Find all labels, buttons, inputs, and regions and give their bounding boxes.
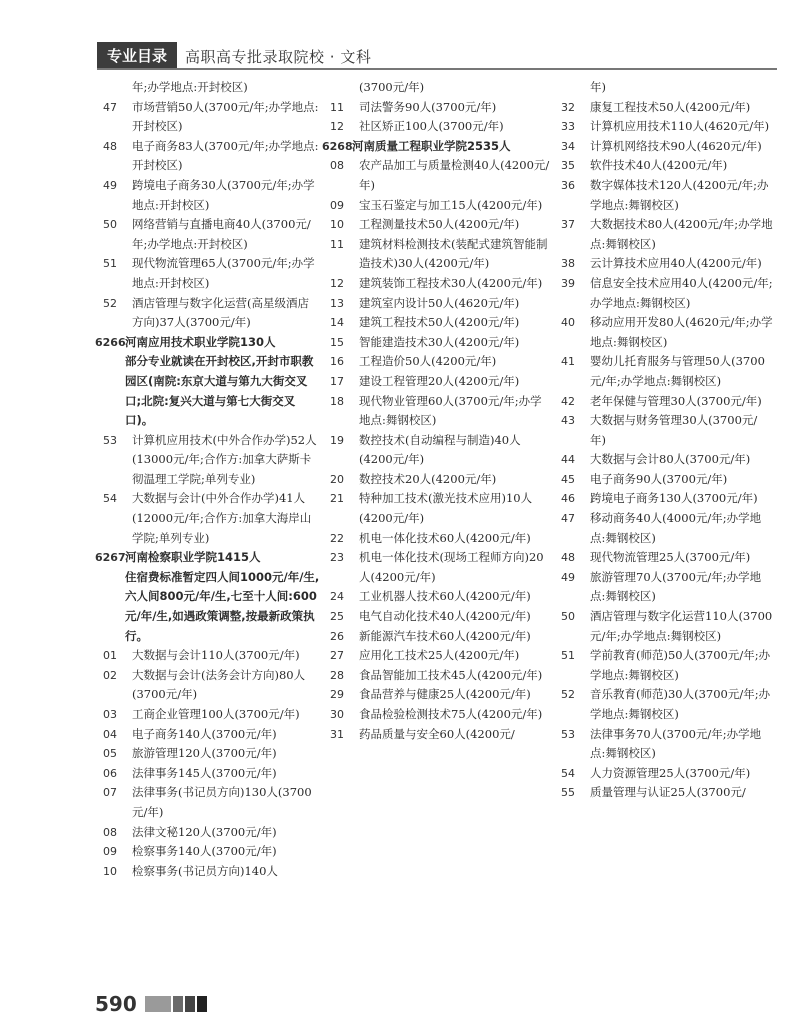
major-code: 13 — [330, 296, 344, 310]
entry-text: 云计算技术应用40人(4200元/年) — [590, 256, 762, 271]
entry-text: 人力资源管理25人(3700元/年) — [590, 765, 751, 780]
column-3 — [561, 78, 773, 803]
entry-text: 大数据与会计(中外合作办学)41人(12000元/年;合作方:加拿大海岸山学院;单列专业) — [132, 491, 312, 545]
major-entry — [561, 274, 773, 313]
entry-text: 软件技术40人(4200元/年) — [590, 158, 728, 173]
column-1 — [95, 78, 320, 881]
school-note — [103, 352, 320, 430]
major-entry — [561, 176, 773, 215]
continued-text — [561, 78, 773, 98]
major-entry — [330, 372, 552, 392]
major-entry — [103, 783, 320, 822]
major-code: 51 — [561, 649, 575, 663]
major-entry — [330, 392, 552, 431]
entry-text: 大数据与会计80人(3700元/年) — [590, 452, 751, 467]
major-code: 21 — [330, 492, 344, 506]
entry-text: 电子商务140人(3700元/年) — [132, 726, 277, 741]
major-code: 51 — [103, 257, 117, 271]
major-entry — [561, 156, 773, 176]
entry-text: 法律事务(书记员方向)130人(3700元/年) — [132, 785, 312, 819]
major-code: 29 — [330, 688, 344, 702]
major-code: 09 — [330, 198, 344, 212]
major-entry — [561, 509, 773, 548]
page-number: 590 — [95, 992, 137, 1016]
school-name: 河南检察职业学院1415人 — [125, 550, 261, 565]
school-entry — [95, 548, 320, 568]
major-code: 10 — [330, 218, 344, 232]
header-rule — [97, 68, 777, 70]
major-entry — [561, 725, 773, 764]
major-entry — [330, 705, 552, 725]
major-entry — [330, 685, 552, 705]
major-code: 20 — [330, 472, 344, 486]
continued-text — [103, 78, 320, 98]
entry-text: 司法警务90人(3700元/年) — [359, 99, 497, 114]
major-code: 23 — [330, 551, 344, 565]
major-entry — [103, 725, 320, 745]
entry-text: 信息安全技术应用40人(4200元/年;办学地点:舞钢校区) — [590, 275, 773, 310]
entry-text: 电子商务90人(3700元/年) — [590, 471, 728, 486]
major-code: 39 — [561, 276, 575, 290]
major-entry — [330, 352, 552, 372]
major-code: 12 — [330, 276, 344, 290]
entry-text: 大数据与财务管理30人(3700元/年) — [590, 413, 758, 447]
entry-text: 建筑工程技术50人(4200元/年) — [359, 315, 520, 330]
entry-text: 建筑室内设计50人(4620元/年) — [359, 295, 520, 310]
major-code: 14 — [330, 316, 344, 330]
entry-text: 住宿费标准暂定四人间1000元/年/生,六人间800元/年/生,七至十人间:600元/年/生,如遇政策调整,按最新政策执行。 — [125, 569, 320, 643]
entry-text: 检察事务(书记员方向)140人 — [132, 863, 278, 878]
entry-text: 工程测量技术50人(4200元/年) — [359, 217, 520, 232]
major-entry — [103, 431, 320, 490]
major-code: 55 — [561, 786, 575, 800]
entry-text: 机电一体化技术(现场工程师方向)20人(4200元/年) — [359, 550, 544, 584]
major-entry — [330, 548, 552, 587]
major-entry — [103, 862, 320, 882]
entry-text: 婴幼儿托育服务与管理50人(3700元/年;办学地点:舞钢校区) — [590, 354, 765, 388]
major-code: 09 — [103, 845, 117, 859]
major-entry — [103, 137, 320, 176]
major-code: 52 — [561, 688, 575, 702]
school-code: 6267 — [95, 551, 126, 565]
school-entry — [322, 137, 552, 157]
continued-text — [330, 78, 552, 98]
entry-text: 法律事务145人(3700元/年) — [132, 765, 277, 780]
major-entry — [330, 156, 552, 195]
major-code: 27 — [330, 649, 344, 663]
entry-text: 工程造价50人(4200元/年) — [359, 354, 497, 369]
major-code: 12 — [330, 120, 344, 134]
school-entry — [95, 333, 320, 353]
entry-text: 数控技术(自动编程与制造)40人(4200元/年) — [359, 432, 521, 467]
entry-text: 新能源汽车技术60人(4200元/年) — [359, 628, 531, 643]
major-entry — [330, 725, 552, 745]
major-code: 11 — [330, 100, 344, 114]
entry-text: 电气自动化技术40人(4200元/年) — [359, 609, 531, 624]
page-footer — [95, 992, 209, 1016]
footer-bar-decoration — [145, 996, 171, 1012]
major-entry — [330, 313, 552, 333]
major-code: 05 — [103, 747, 117, 761]
entry-text: 检察事务140人(3700元/年) — [132, 844, 277, 859]
entry-text: 部分专业就读在开封校区,开封市职教园区(南院:东京大道与第九大街交叉口;北院:复兴大道与第七大街交叉口)。 — [125, 354, 314, 428]
major-entry — [330, 98, 552, 118]
entry-text: 食品检验检测技术75人(4200元/年) — [359, 707, 543, 721]
entry-text: (3700元/年) — [359, 80, 425, 94]
entry-text: 移动应用开发80人(4620元/年;办学地点:舞钢校区) — [590, 315, 773, 349]
major-code: 31 — [330, 727, 344, 741]
entry-text: 机电一体化技术60人(4200元/年) — [359, 530, 531, 545]
major-code: 42 — [561, 394, 575, 408]
entry-text: 智能建造技术30人(4200元/年) — [359, 334, 520, 349]
major-code: 01 — [103, 649, 117, 663]
entry-text: 特种加工技术(激光技术应用)10人(4200元/年) — [359, 491, 533, 526]
entry-text: 药品质量与安全60人(4200元/ — [359, 726, 515, 741]
major-entry — [330, 215, 552, 235]
entry-text: 旅游管理70人(3700元/年;办学地点:舞钢校区) — [590, 569, 762, 604]
major-code: 18 — [330, 394, 344, 408]
major-code: 41 — [561, 355, 575, 369]
major-entry — [330, 489, 552, 528]
entry-text: 学前教育(师范)50人(3700元/年;办学地点:舞钢校区) — [590, 648, 771, 682]
major-entry — [561, 607, 773, 646]
major-code: 38 — [561, 257, 575, 271]
major-entry — [330, 627, 552, 647]
major-code: 40 — [561, 316, 575, 330]
major-entry — [561, 685, 773, 724]
entry-text: 食品营养与健康25人(4200元/年) — [359, 687, 531, 702]
entry-text: 网络营销与直播电商40人(3700元/年;办学地点:开封校区) — [132, 217, 311, 251]
major-entry — [561, 411, 773, 450]
major-entry — [330, 470, 552, 490]
major-entry — [561, 783, 773, 803]
entry-text: 社区矫正100人(3700元/年) — [359, 119, 504, 134]
major-entry — [330, 117, 552, 137]
entry-text: 年) — [590, 80, 606, 94]
entry-text: 应用化工技术25人(4200元/年) — [359, 648, 520, 663]
entry-text: 宝玉石鉴定与加工15人(4200元/年) — [359, 197, 543, 212]
entry-text: 大数据与会计(法务会计方向)80人(3700元/年) — [132, 667, 306, 702]
school-code: 6266 — [95, 335, 126, 349]
entry-text: 老年保健与管理30人(3700元/年) — [590, 393, 762, 408]
entry-text: 电子商务83人(3700元/年;办学地点:开封校区) — [132, 138, 319, 173]
entry-text: 跨境电子商务130人(3700元/年) — [590, 491, 758, 506]
major-entry — [561, 98, 773, 118]
major-entry — [561, 313, 773, 352]
major-entry — [103, 489, 320, 548]
entry-text: 建筑装饰工程技术30人(4200元/年) — [359, 275, 543, 290]
major-code: 15 — [330, 335, 344, 349]
major-code: 06 — [103, 766, 117, 780]
major-code: 16 — [330, 355, 344, 369]
major-entry — [330, 666, 552, 686]
major-entry — [561, 117, 773, 137]
major-code: 54 — [561, 766, 575, 780]
major-entry — [103, 666, 320, 705]
major-entry — [561, 548, 773, 568]
major-entry — [103, 215, 320, 254]
entry-text: 食品智能加工技术45人(4200元/年) — [359, 667, 543, 682]
entry-text: 大数据与会计110人(3700元/年) — [132, 648, 300, 663]
major-entry — [330, 431, 552, 470]
major-code: 11 — [330, 237, 344, 251]
major-entry — [103, 294, 320, 333]
major-entry — [103, 254, 320, 293]
major-code: 47 — [561, 512, 575, 526]
major-code: 49 — [561, 570, 575, 584]
entry-text: 数字媒体技术120人(4200元/年;办学地点:舞钢校区) — [590, 177, 769, 212]
major-code: 45 — [561, 472, 575, 486]
footer-bar-decoration — [185, 996, 195, 1012]
major-code: 49 — [103, 178, 117, 192]
major-entry — [561, 646, 773, 685]
major-code: 08 — [330, 159, 344, 173]
entry-text: 法律事务70人(3700元/年;办学地点:舞钢校区) — [590, 726, 762, 761]
major-code: 34 — [561, 139, 575, 153]
major-entry — [561, 254, 773, 274]
entry-text: 数控技术20人(4200元/年) — [359, 471, 497, 486]
entry-text: 年;办学地点:开封校区) — [132, 80, 248, 94]
major-code: 17 — [330, 374, 344, 388]
major-code: 50 — [103, 218, 117, 232]
major-code: 26 — [330, 629, 344, 643]
entry-text: 质量管理与认证25人(3700元/ — [590, 785, 746, 800]
entry-text: 市场营销50人(3700元/年;办学地点:开封校区) — [132, 99, 319, 134]
major-code: 19 — [330, 433, 344, 447]
major-code: 24 — [330, 590, 344, 604]
major-code: 48 — [103, 139, 117, 153]
entry-text: 农产品加工与质量检测40人(4200元/年) — [359, 158, 550, 192]
page-header — [97, 42, 371, 68]
major-entry — [561, 764, 773, 784]
major-code: 33 — [561, 120, 575, 134]
major-entry — [103, 842, 320, 862]
major-entry — [103, 705, 320, 725]
entry-text: 大数据技术80人(4200元/年;办学地点:舞钢校区) — [590, 217, 773, 251]
major-entry — [330, 646, 552, 666]
entry-text: 现代物流管理25人(3700元/年) — [590, 550, 751, 565]
major-code: 53 — [561, 727, 575, 741]
major-entry — [330, 235, 552, 274]
major-code: 50 — [561, 610, 575, 624]
major-entry — [561, 470, 773, 490]
major-entry — [103, 176, 320, 215]
major-entry — [330, 529, 552, 549]
entry-text: 法律文秘120人(3700元/年) — [132, 824, 277, 839]
major-code: 35 — [561, 159, 575, 173]
major-code: 02 — [103, 668, 117, 682]
entry-text: 音乐教育(师范)30人(3700元/年;办学地点:舞钢校区) — [590, 687, 771, 721]
entry-text: 建筑材料检测技术(装配式建筑智能制造技术)30人(4200元/年) — [359, 236, 548, 271]
major-code: 48 — [561, 551, 575, 565]
major-entry — [561, 450, 773, 470]
major-code: 08 — [103, 825, 117, 839]
major-code: 52 — [103, 296, 117, 310]
entry-text: 现代物流管理65人(3700元/年;办学地点:开封校区) — [132, 256, 315, 290]
major-entry — [330, 196, 552, 216]
entry-text: 跨境电子商务30人(3700元/年;办学地点:开封校区) — [132, 177, 315, 212]
entry-text: 酒店管理与数字化运营110人(3700元/年;办学地点:舞钢校区) — [590, 609, 773, 643]
entry-text: 计算机网络技术90人(4620元/年) — [590, 138, 762, 153]
major-entry — [103, 98, 320, 137]
major-code: 10 — [103, 864, 117, 878]
major-entry — [103, 823, 320, 843]
major-code: 53 — [103, 433, 117, 447]
major-code: 04 — [103, 727, 117, 741]
school-note — [103, 568, 320, 646]
major-code: 22 — [330, 531, 344, 545]
major-code: 43 — [561, 414, 575, 428]
school-name: 河南应用技术职业学院130人 — [125, 334, 276, 349]
footer-bar-decoration — [173, 996, 183, 1012]
entry-text: 计算机应用技术110人(4620元/年) — [590, 119, 770, 134]
school-name: 河南质量工程职业学院2535人 — [352, 138, 511, 153]
major-entry — [330, 274, 552, 294]
major-entry — [561, 568, 773, 607]
major-code: 46 — [561, 492, 575, 506]
major-code: 28 — [330, 668, 344, 682]
major-entry — [561, 392, 773, 412]
entry-text: 移动商务40人(4000元/年;办学地点:舞钢校区) — [590, 511, 762, 545]
major-code: 25 — [330, 610, 344, 624]
major-code: 36 — [561, 178, 575, 192]
major-entry — [561, 215, 773, 254]
major-code: 37 — [561, 218, 575, 232]
major-entry — [561, 137, 773, 157]
footer-bar-decoration — [197, 996, 207, 1012]
major-code: 07 — [103, 786, 117, 800]
major-entry — [330, 607, 552, 627]
major-entry — [561, 352, 773, 391]
entry-text: 工业机器人技术60人(4200元/年) — [359, 589, 531, 604]
major-entry — [103, 744, 320, 764]
major-entry — [561, 489, 773, 509]
major-entry — [330, 294, 552, 314]
entry-text: 康复工程技术50人(4200元/年) — [590, 99, 751, 114]
major-entry — [103, 646, 320, 666]
entry-text: 旅游管理120人(3700元/年) — [132, 746, 277, 761]
major-code: 47 — [103, 100, 117, 114]
entry-text: 工商企业管理100人(3700元/年) — [132, 707, 300, 721]
entry-text: 现代物业管理60人(3700元/年;办学地点:舞钢校区) — [359, 393, 542, 428]
column-2 — [322, 78, 552, 744]
major-code: 32 — [561, 100, 575, 114]
major-entry — [103, 764, 320, 784]
entry-text: 建设工程管理20人(4200元/年) — [359, 373, 520, 388]
entry-text: 酒店管理与数字化运营(高星级酒店方向)37人(3700元/年) — [132, 295, 309, 330]
section-tag: 专业目录 — [97, 42, 177, 68]
major-code: 44 — [561, 453, 575, 467]
major-entry — [330, 587, 552, 607]
school-code: 6268 — [322, 139, 353, 153]
major-code: 30 — [330, 708, 344, 721]
major-entry — [330, 333, 552, 353]
major-code: 03 — [103, 708, 117, 721]
major-code: 54 — [103, 492, 117, 506]
section-title: 高职高专批录取院校 · 文科 — [185, 48, 372, 66]
entry-text: 计算机应用技术(中外合作办学)52人(13000元/年;合作方:加拿大萨斯卡彻温理工学院;单列专业) — [132, 432, 317, 486]
